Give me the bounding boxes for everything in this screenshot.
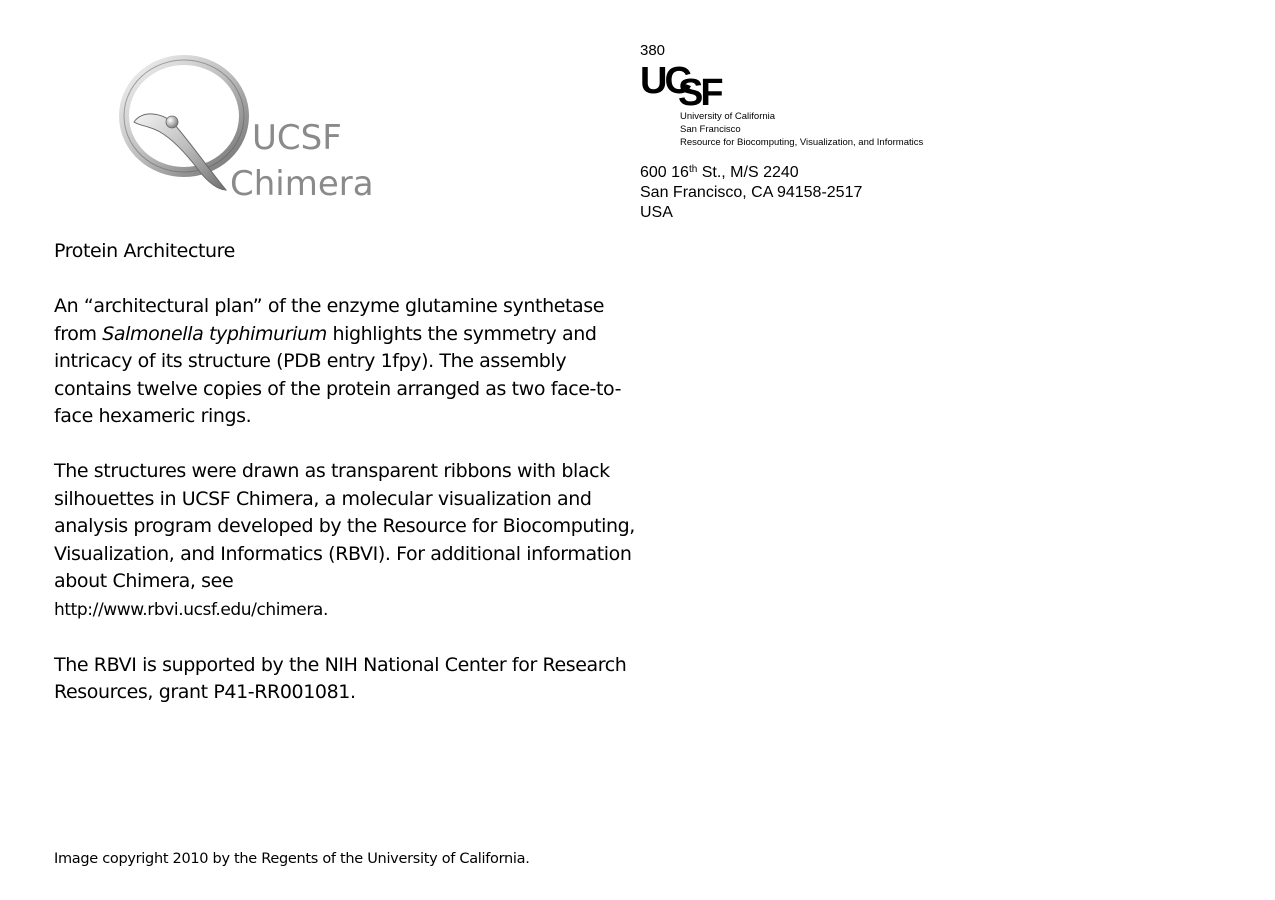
paragraph-architecture <box>54 293 644 431</box>
mailing-address <box>640 160 862 223</box>
ucsf-wordmark-uc: UC <box>640 60 689 102</box>
address-city: San Francisco, CA 94158-2517 <box>640 184 863 201</box>
affiliation-line: Resource for Biocomputing, Visualization, and Informatics <box>680 137 924 148</box>
ucsf-wordmark-sf: SF <box>678 72 721 114</box>
species-name: Salmonella typhimurium <box>102 322 327 345</box>
affiliation-line: San Francisco <box>680 124 741 135</box>
paragraph-text: highlights the symmetry and intricacy of its structure (PDB entry 1fpy). The assembly contains twelve copies of the protein arranged as two face-to-face hexameric rings. <box>54 322 622 427</box>
page-title: Protein Architecture <box>54 240 235 262</box>
paragraph-funding: The RBVI is supported by the NIH National Center for Research Resources, grant P41-RR001081. <box>54 653 627 703</box>
copyright-notice: Image copyright 2010 by the Regents of the University of California. <box>54 851 530 867</box>
address-street <box>640 160 862 183</box>
chimera-url-link[interactable]: http://www.rbvi.ucsf.edu/chimera. <box>54 599 328 620</box>
address-country: USA <box>640 204 673 221</box>
affiliation-line: University of California <box>680 111 776 122</box>
affiliation-block <box>680 110 923 149</box>
chimera-logo <box>112 50 392 210</box>
paragraph-text: The structures were drawn as transparent ribbons with black silhouettes in UCSF Chimera, a molecular visualization and analysis program developed by the Resource for Biocomputing, Visualization, and Informatics (RBVI). For additional information about Chimera, see <box>54 460 635 592</box>
page-number: 380 <box>640 42 666 59</box>
ucsf-wordmark <box>640 62 730 112</box>
address-street-rest: St., M/S 2240 <box>697 164 799 181</box>
paragraph-chimera <box>54 458 644 624</box>
logo-line-ucsf: UCSF <box>252 118 342 158</box>
logo-line-chimera: Chimera <box>230 164 374 204</box>
address-street-suffix: th <box>688 164 698 175</box>
description-text <box>54 238 644 734</box>
paragraph-text: An “architectural plan” of the enzyme glutamine synthetase from <box>54 295 605 345</box>
address-street-number: 600 16 <box>640 164 689 181</box>
